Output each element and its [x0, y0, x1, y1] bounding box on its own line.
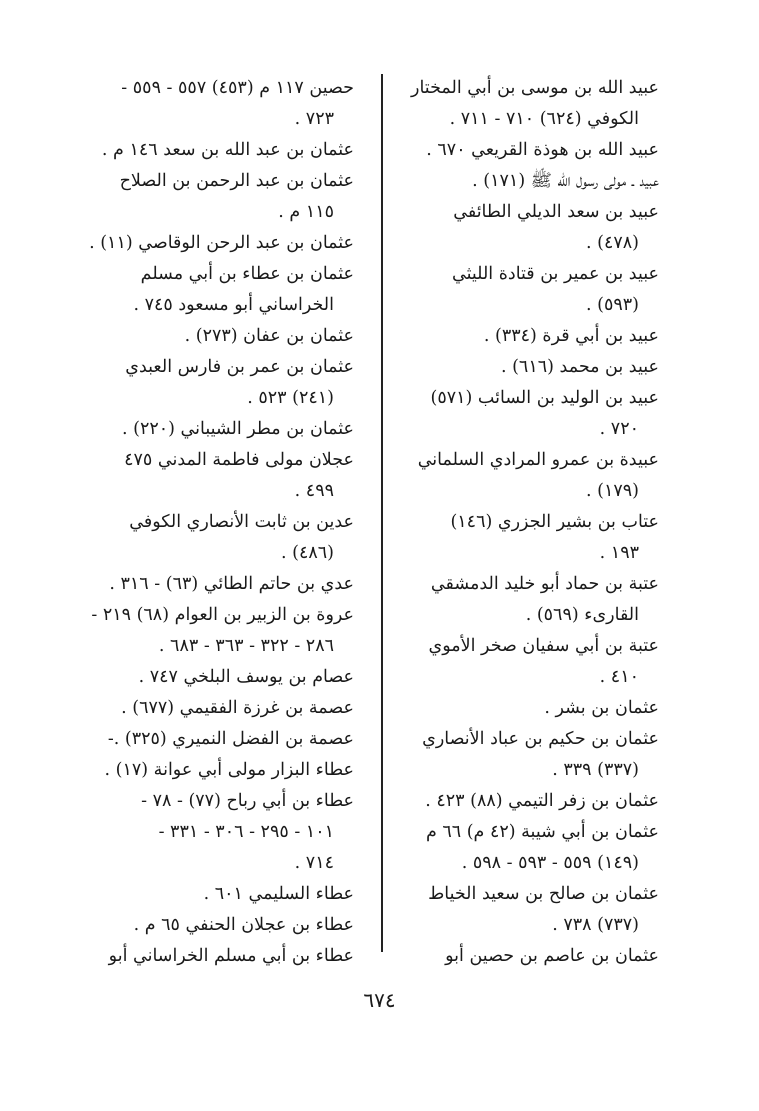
index-line: ٧٢٠ .: [599, 419, 639, 439]
index-line: عثمان بن عاصم بن حصين أبو: [445, 946, 659, 966]
index-line: عبيد بن عمير بن قتادة الليثي: [452, 264, 659, 284]
index-line: ٢٨٦ - ٣٢٢ - ٣٦٣ - ٦٨٣ .: [158, 636, 334, 656]
index-line: عثمان بن عفان (٢٧٣) .: [184, 326, 354, 346]
index-line: عصمة بن غرزة الفقيمي (٦٧٧) .: [121, 698, 354, 718]
index-line: عبيد بن سعد الديلي الطائفي: [453, 202, 659, 222]
index-line: عصمة بن الفضل النميري (٣٢٥) .-: [107, 729, 354, 749]
page-number: ٦٧٤: [363, 988, 396, 1012]
index-line: عدي بن حاتم الطائي (٦٣) - ٣١٦ .: [109, 574, 354, 594]
index-line: عتبة بن حماد أبو خليد الدمشقي: [430, 574, 659, 594]
index-line: عطاء البزار مولى أبي عوانة (١٧) .: [104, 760, 354, 780]
index-line: ١٩٣ .: [599, 543, 639, 563]
index-line: عروة بن الزبير بن العوام (٦٨) ٢١٩ -: [91, 605, 354, 625]
index-line: عتاب بن بشير الجزري (١٤٦): [450, 512, 659, 532]
index-line: عبيدة بن عمرو المرادي السلماني: [417, 450, 659, 470]
index-line: ٧٢٣ .: [294, 109, 334, 129]
index-line: عثمان بن بشر .: [544, 698, 659, 718]
index-line: عثمان بن حكيم بن عباد الأنصاري: [422, 729, 659, 749]
index-line: ١١٥ م .: [278, 202, 334, 222]
index-line: عتبة بن أبي سفيان صخر الأموي: [428, 636, 659, 656]
index-line: عطاء بن أبي مسلم الخراساني أبو: [108, 946, 354, 966]
index-line: عبيد بن محمد (٦١٦) .: [500, 357, 659, 377]
index-line: عثمان بن أبي شيبة (٤٢ م) ٦٦ م: [425, 822, 659, 842]
index-line: الخراساني أبو مسعود ٧٤٥ .: [133, 295, 334, 315]
index-line: (٢٤١) ٥٢٣ .: [247, 388, 334, 408]
index-line: عبيد الله بن موسى بن أبي المختار: [411, 78, 659, 98]
index-line: عصام بن يوسف البلخي ٧٤٧ .: [138, 667, 354, 687]
index-line: عثمان بن عبد الرحمن بن الصلاح: [119, 171, 354, 191]
index-line: عثمان بن مطر الشيباني (٢٢٠) .: [122, 419, 354, 439]
index-line: (١٤٩) ٥٥٩ - ٥٩٣ - ٥٩٨ .: [461, 853, 639, 873]
index-line: عطاء السليمي ٦٠١ .: [203, 884, 354, 904]
index-line: عثمان بن عمر بن فارس العبدي: [125, 357, 354, 377]
index-line: عبيد الله بن هوذة القريعي ٦٧٠ .: [426, 140, 659, 160]
left-column: [54, 73, 354, 972]
index-line: (٧٣٧) ٧٣٨ .: [552, 915, 639, 935]
index-line: (٣٣٧) ٣٣٩ .: [552, 760, 639, 780]
index-line: (٥٩٣) .: [586, 295, 639, 315]
index-line: (٤٨٦) .: [281, 543, 334, 563]
index-line: ٧١٤ .: [294, 853, 334, 873]
index-line: عطاء بن أبي رباح (٧٧) - ٧٨ -: [141, 791, 354, 811]
index-line: عبيد ـ مولى رسول الله ﷺ (١٧١) .: [472, 171, 659, 191]
index-line: حصين ١١٧ م (٤٥٣) ٥٥٧ - ٥٥٩ -: [121, 78, 354, 98]
index-line: عثمان بن عطاء بن أبي مسلم: [140, 264, 354, 284]
index-line: عثمان بن زفر التيمي (٨٨) ٤٢٣ .: [425, 791, 659, 811]
index-line: عبيد بن أبي قرة (٣٣٤) .: [483, 326, 659, 346]
index-line: عدين بن ثابت الأنصاري الكوفي: [129, 512, 354, 532]
index-line: ١٠١ - ٢٩٥ - ٣٠٦ - ٣٣١ -: [158, 822, 334, 842]
index-line: ٤٩٩ .: [294, 481, 334, 501]
index-line: (١٧٩) .: [586, 481, 639, 501]
index-line: القارىء (٥٦٩) .: [525, 605, 639, 625]
index-line: عثمان بن عبد الله بن سعد ١٤٦ م .: [101, 140, 354, 160]
index-line: عثمان بن عبد الرحن الوقاصي (١١) .: [89, 233, 354, 253]
column-divider: [381, 74, 383, 952]
index-line: الكوفي (٦٢٤) ٧١٠ - ٧١١ .: [449, 109, 639, 129]
index-line: عطاء بن عجلان الحنفي ٦٥ م .: [133, 915, 354, 935]
index-line: (٤٧٨) .: [586, 233, 639, 253]
right-column: [369, 73, 659, 972]
index-line: عبيد بن الوليد بن السائب (٥٧١): [430, 388, 659, 408]
index-line: عثمان بن صالح بن سعيد الخياط: [428, 884, 659, 904]
index-line: عجلان مولى فاطمة المدني ٤٧٥: [124, 450, 354, 470]
index-line: ٤١٠ .: [599, 667, 639, 687]
